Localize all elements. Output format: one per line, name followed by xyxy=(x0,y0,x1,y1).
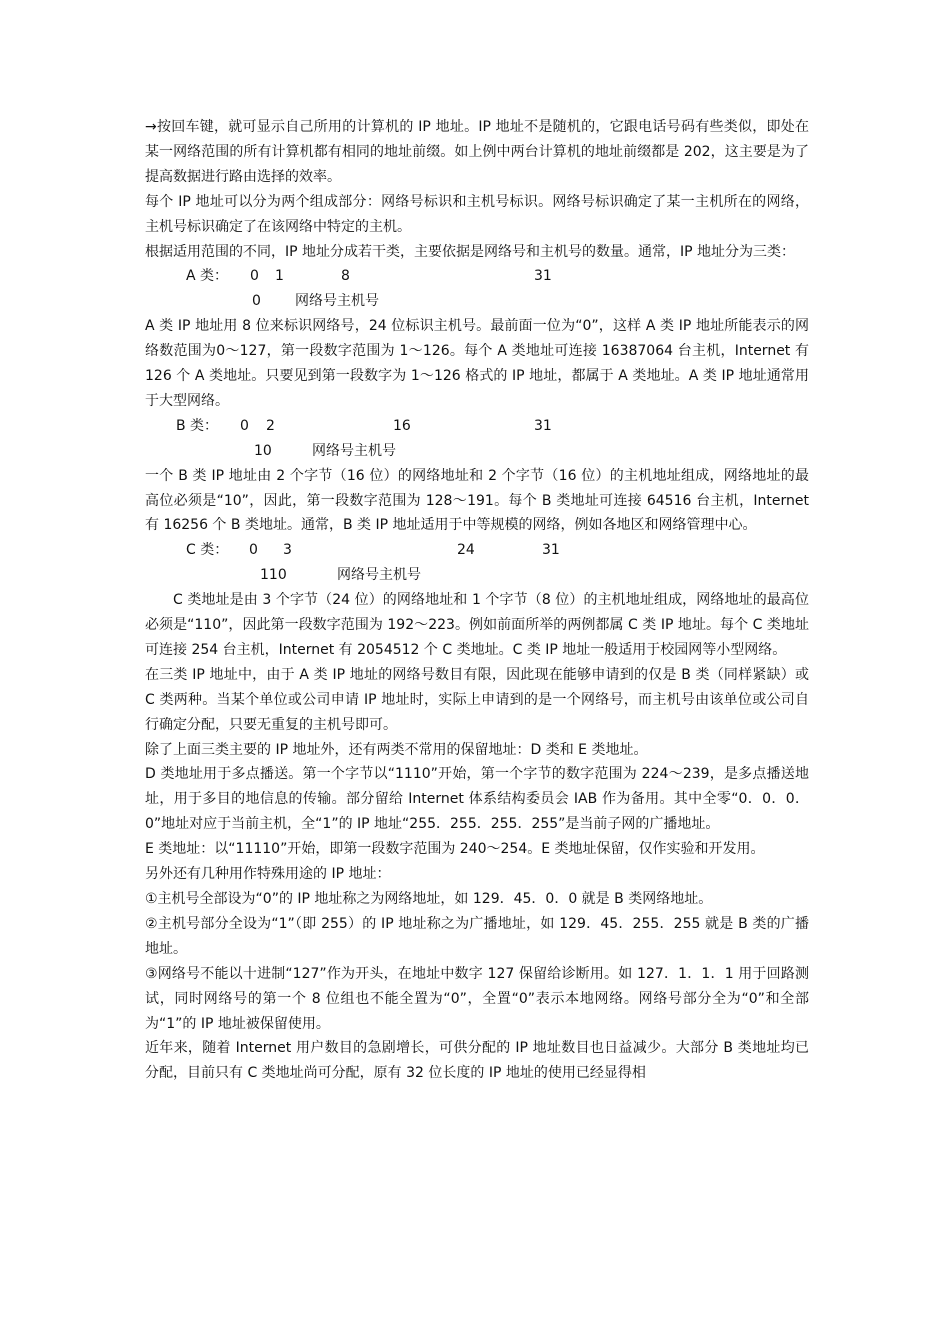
paragraph-class-a: A 类 IP 地址用 8 位来标识网络号，24 位标识主机号。最前面一位为“0”，这样 A 类 IP 地址所能表示的网络数范围为0～127，第一段数字范围为 1～126。每个 A 类地址可连接 16387064 台主机，Internet 有 126 个 A 类地址。只要见到第一段数字为 1～126 格式的 IP 地址，都属于 A 类地址。A 类 IP 地址通常用于大型网络。 xyxy=(145,318,809,409)
class-b-label: B 类： xyxy=(176,417,219,434)
class-c-bit-3: 3 xyxy=(283,542,292,559)
class-a-prefix: 0 xyxy=(252,293,261,310)
paragraph-loopback: ③网络号不能以十进制“127”作为开头，在地址中数字 127 保留给诊断用。如 127．1．1．1 用于回路测试，同时网络号的第一个 8 位组也不能全置为“0”，全置“0”表示本地网络。网络号部分全为“0”和全部为“1”的 IP 地址被保留使用。 xyxy=(145,965,809,1032)
paragraph-ip-classes-intro: 根据适用范围的不同，IP 地址分成若干类，主要依据是网络号和主机号的数量。通常，IP 地址分为三类： xyxy=(145,243,796,260)
paragraph-class-c: C 类地址是由 3 个字节（24 位）的网络地址和 1 个字节（8 位）的主机地址组成，网络地址的最高位必须是“110”，因此第一段数字范围为 192～223。例如前面所举的两例都属 C 类 IP 地址。每个 C 类地址可连接 254 台主机，Internet 有 2054512 个 C 类地址。C 类 IP 地址一般适用于校园网等小型网络。 xyxy=(145,592,809,658)
paragraph-ip-parts: 每个 IP 地址可以分为两个组成部分：网络号标识和主机号标识。网络号标识确定了某一主机所在的网络，主机号标识确定了在该网络中特定的主机。 xyxy=(145,193,809,235)
paragraph-class-d: D 类地址用于多点播送。第一个字节以“1110”开始，第一个字节的数字范围为 224～239，是多点播送地址，用于多目的地信息的传输。部分留给 Internet 体系结构委员会 IAB 作为备用。其中全零“0．0．0．0”地址对应于当前主机，全“1”的 IP 地址“255．255．255．255”是当前子网的广播地址。 xyxy=(145,766,809,833)
paragraph-class-availability: 在三类 IP 地址中，由于 A 类 IP 地址的网络号数目有限，因此现在能够申请到的仅是 B 类（同样紧缺）或 C 类两种。当某个单位或公司申请 IP 地址时，实际上申请到的是一个网络号，而主机号由该单位或公司自行确定分配，只要无重复的主机号即可。 xyxy=(145,666,809,733)
paragraph-broadcast-address: ②主机号部分全设为“1”（即 255）的 IP 地址称之为广播地址，如 129．45．255．255 就是 B 类的广播地址。 xyxy=(145,915,809,957)
class-b-bit-16: 16 xyxy=(393,417,411,434)
paragraph-class-e: E 类地址：以“11110”开始，即第一段数字范围为 240～254。E 类地址保留，仅作实验和开发用。 xyxy=(145,841,765,858)
class-b-field-row xyxy=(145,439,809,464)
paragraph-network-address: ①主机号全部设为“0”的 IP 地址称之为网络地址，如 129．45．0．0 就是 B 类网络地址。 xyxy=(145,891,713,907)
class-b-bit-2: 2 xyxy=(266,417,275,434)
paragraph-ip-prefix: →按回车键，就可显示自己所用的计算机的 IP 地址。IP 地址不是随机的，它跟电话号码有些类似，即处在某一网络范围的所有计算机都有相同的地址前缀。如上例中两台计算机的地址前缀都是 202，这主要是为了提高数据进行路由选择的效率。 xyxy=(145,119,809,185)
class-c-label: C 类： xyxy=(186,542,229,559)
class-c-prefix: 110 xyxy=(260,567,287,584)
document-body xyxy=(145,115,809,1086)
class-a-fields: 网络号主机号 xyxy=(295,293,379,310)
class-a-bit-31: 31 xyxy=(534,268,552,285)
class-c-fields: 网络号主机号 xyxy=(337,567,421,584)
class-a-bit-8: 8 xyxy=(341,268,350,285)
paragraph-special-intro: 另外还有几种用作特殊用途的 IP 地址： xyxy=(145,866,391,883)
class-c-bit-row xyxy=(145,538,809,563)
class-a-bit-row xyxy=(145,264,809,289)
class-c-field-row xyxy=(145,563,809,588)
paragraph-class-b: 一个 B 类 IP 地址由 2 个字节（16 位）的网络地址和 2 个字节（16 位）的主机地址组成，网络地址的最高位必须是“10”，因此，第一段数字范围为 128～191。每个 B 类地址可连接 64516 台主机，Internet 有 16256 个 B 类地址。通常，B 类 IP 地址适用于中等规模的网络，例如各地区和网络管理中心。 xyxy=(145,467,809,534)
paragraph-ip-shortage: 近年来，随着 Internet 用户数目的急剧增长，可供分配的 IP 地址数目也日益减少。大部分 B 类地址均已分配，目前只有 C 类地址尚可分配，原有 32 位长度的 IP 地址的使用已经显得相 xyxy=(145,1040,809,1082)
class-c-bit-0: 0 xyxy=(249,542,258,559)
class-a-bit-1: 1 xyxy=(275,268,284,285)
class-b-prefix: 10 xyxy=(254,442,272,459)
class-c-bit-31: 31 xyxy=(542,542,560,559)
class-c-bit-24: 24 xyxy=(457,542,475,559)
class-a-bit-0: 0 xyxy=(250,268,259,285)
class-b-bit-31: 31 xyxy=(534,417,552,434)
class-a-label: A 类： xyxy=(186,268,229,285)
paragraph-reserved-intro: 除了上面三类主要的 IP 地址外，还有两类不常用的保留地址：D 类和 E 类地址。 xyxy=(145,741,648,758)
class-b-bit-row xyxy=(145,414,809,439)
class-a-field-row xyxy=(145,289,809,314)
class-b-fields: 网络号主机号 xyxy=(312,442,396,459)
class-b-bit-0: 0 xyxy=(240,417,249,434)
